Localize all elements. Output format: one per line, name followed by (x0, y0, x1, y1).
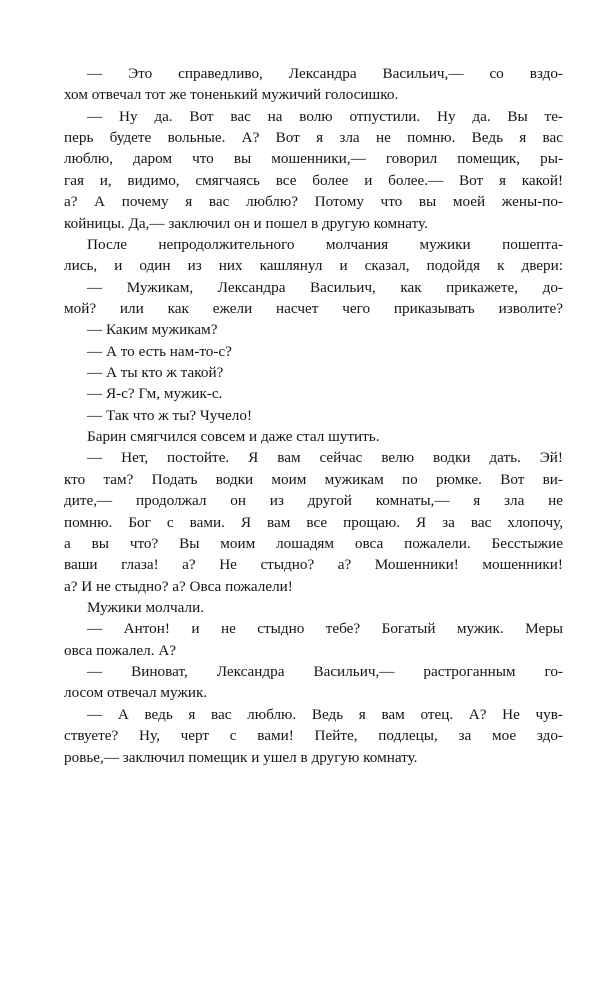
text-line: а? И не стыдно? а? Овса пожалели! (64, 577, 293, 595)
text-line: — Это справедливо, Лександра Васильич,— со вздо- (87, 65, 563, 82)
text-line: После непродолжительного молчания мужики пошепта- (87, 235, 563, 253)
text-line: помню. Бог с вами. Я вам все прощаю. Я за вас хлопочу, (64, 513, 563, 531)
text-line: кто там? Подать водки моим мужикам по рюмке. Вот ви- (64, 470, 563, 488)
text-line: — Мужикам, Лександра Васильич, как прикажете, до- (87, 278, 563, 296)
text-line: койницы. Да,— заключил он и пошел в другую комнату. (64, 214, 428, 232)
text-line: — А ты кто ж такой? (87, 364, 224, 382)
text-line: хом отвечал тот же тоненький мужичий голосишко. (64, 86, 399, 104)
text-line: Барин смягчился совсем и даже стал шутить. (87, 428, 380, 446)
text-line: — Ну да. Вот вас на волю отпустили. Ну да. Вы те- (87, 107, 563, 125)
text-line: — А ведь я вас люблю. Ведь я вам отец. А? Не чув- (87, 705, 563, 723)
text-line: ствуете? Ну, черт с вами! Пейте, подлецы, за мое здо- (64, 727, 563, 745)
text-line: люблю, даром что вы мошенники,— говорил помещик, ры- (64, 150, 563, 168)
text-line: ровье,— заключил помещик и ушел в другую комнату. (64, 748, 418, 766)
text-line: — Нет, постойте. Я вам сейчас велю водки дать. Эй! (87, 449, 563, 467)
text-line: ваши глаза! а? Не стыдно? а? Мошенники! мошенники! (64, 556, 563, 574)
text-line: — А то есть нам-то-с? (87, 342, 232, 360)
text-line: — Так что ж ты? Чучело! (87, 406, 253, 424)
text-line: гая и, видимо, смягчаясь все более и более.— Вот я какой! (64, 171, 563, 189)
text-line: перь будете вольные. А? Вот я зла не помню. Ведь я вас (64, 129, 563, 147)
text-line: мой? или как ежели насчет чего приказывать изволите? (64, 299, 563, 317)
text-line: — Я-с? Гм, мужик-с. (87, 385, 223, 403)
text-line: лосом отвечал мужик. (64, 684, 208, 702)
text-block (64, 63, 563, 768)
text-line: — Виноват, Лександра Васильич,— растроганным го- (87, 663, 563, 681)
text-line: а? А почему я вас люблю? Потому что вы моей жены-по- (64, 193, 563, 211)
text-line: дите,— продолжал он из другой комнаты,— я зла не (64, 492, 563, 510)
text-line: лись, и один из них кашлянул и сказал, подойдя к двери: (64, 257, 563, 275)
text-line: Мужики молчали. (87, 598, 205, 616)
text-line: а вы что? Вы моим лошадям овса пожалели. Бесстыжие (64, 534, 563, 552)
text-line: — Каким мужикам? (87, 321, 218, 339)
text-line: — Антон! и не стыдно тебе? Богатый мужик. Меры (87, 620, 563, 638)
text-line: овса пожалел. А? (64, 641, 177, 659)
